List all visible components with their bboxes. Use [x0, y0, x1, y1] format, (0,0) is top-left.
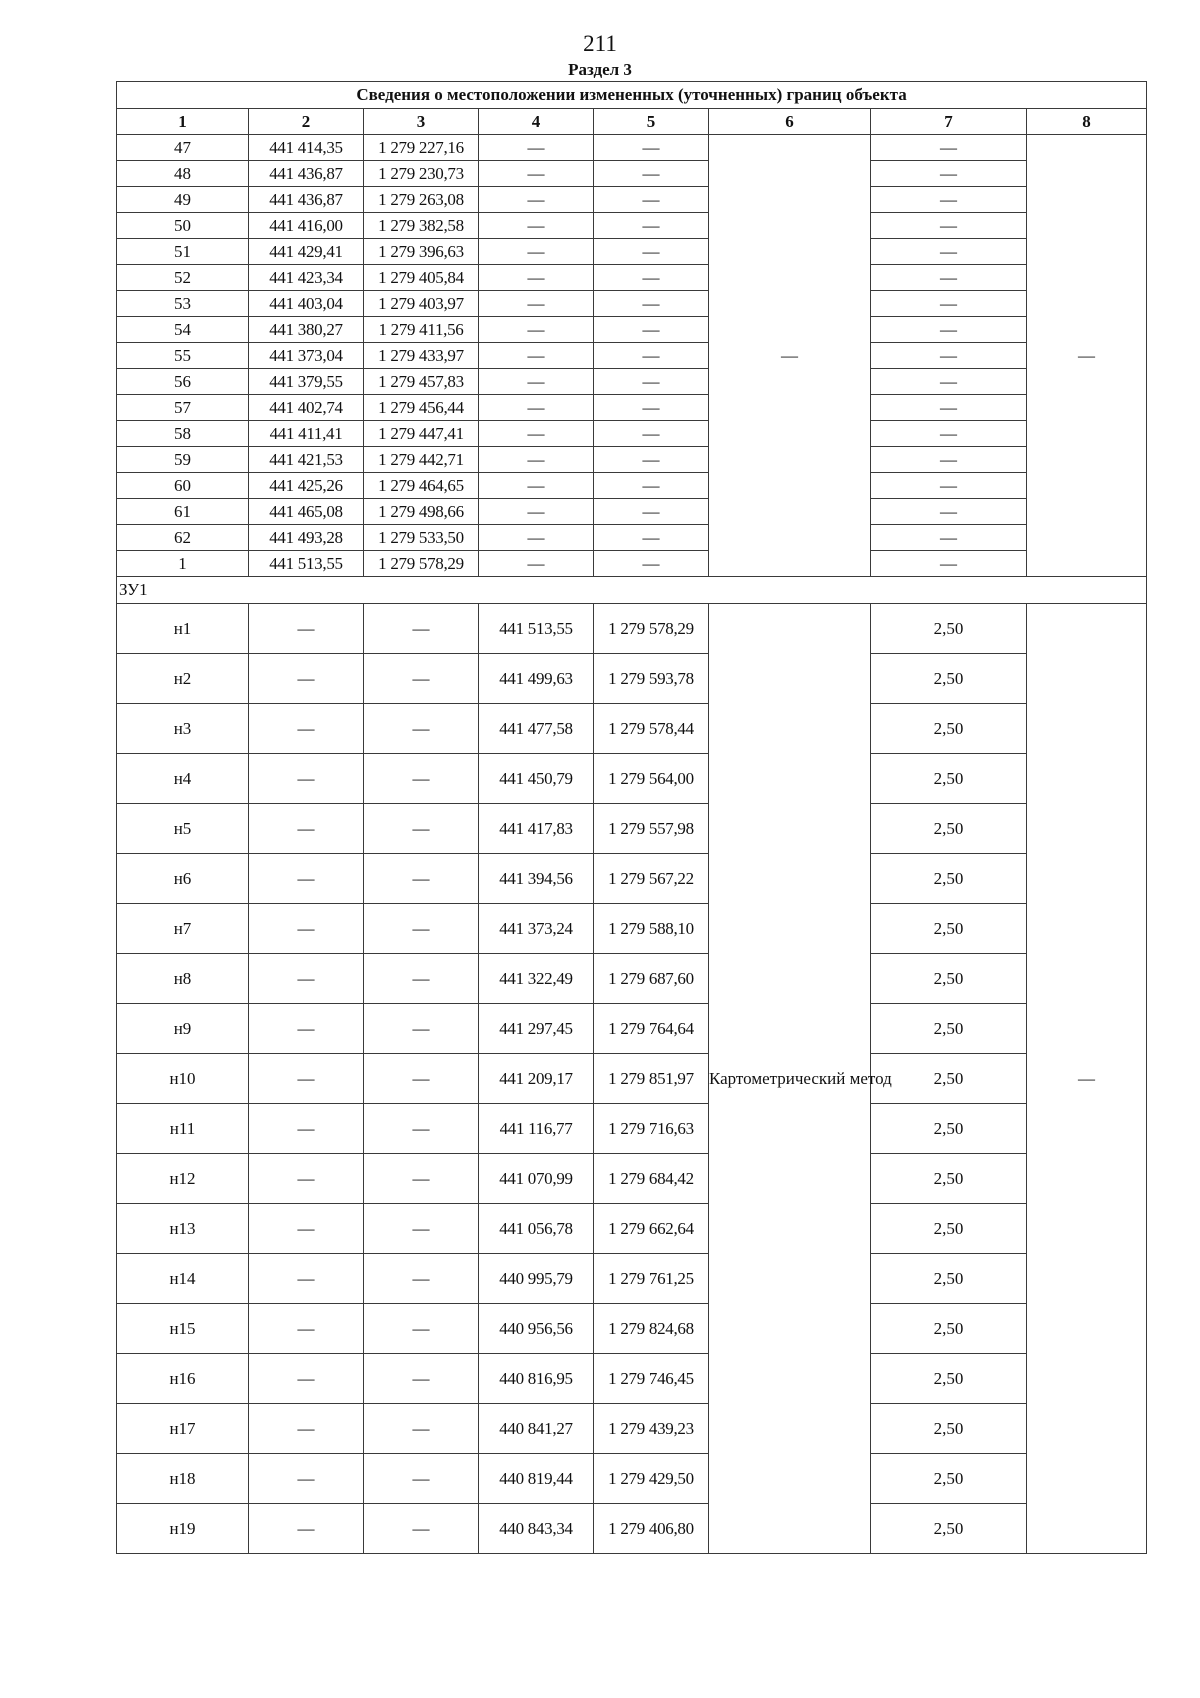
- x-coordinate-new: 441 297,45: [479, 1004, 594, 1054]
- table-row: [117, 654, 1147, 704]
- x-coordinate-new: 440 843,34: [479, 1504, 594, 1554]
- column-number: 2: [249, 109, 364, 135]
- x-coordinate-new: —: [479, 525, 594, 551]
- accuracy: 2,50: [871, 904, 1027, 954]
- y-coordinate-old: —: [364, 1354, 479, 1404]
- x-coordinate-old: —: [249, 754, 364, 804]
- point-number: н19: [117, 1504, 249, 1554]
- x-coordinate-old: —: [249, 704, 364, 754]
- y-coordinate-new: 1 279 588,10: [594, 904, 709, 954]
- y-coordinate-old: —: [364, 1304, 479, 1354]
- point-number: н2: [117, 654, 249, 704]
- accuracy: —: [871, 369, 1027, 395]
- x-coordinate-new: 440 816,95: [479, 1354, 594, 1404]
- table-row: [117, 804, 1147, 854]
- x-coordinate-new: —: [479, 421, 594, 447]
- x-coordinate-new: —: [479, 317, 594, 343]
- x-coordinate-new: 440 995,79: [479, 1254, 594, 1304]
- table-row: [117, 265, 1147, 291]
- table-row: [117, 1454, 1147, 1504]
- point-number: 47: [117, 135, 249, 161]
- y-coordinate-new: 1 279 578,44: [594, 704, 709, 754]
- x-coordinate-old: —: [249, 904, 364, 954]
- x-coordinate-new: —: [479, 447, 594, 473]
- accuracy: 2,50: [871, 804, 1027, 854]
- y-coordinate-new: 1 279 564,00: [594, 754, 709, 804]
- accuracy: —: [871, 161, 1027, 187]
- y-coordinate-old: 1 279 578,29: [364, 551, 479, 577]
- accuracy: —: [871, 499, 1027, 525]
- y-coordinate-old: —: [364, 1104, 479, 1154]
- y-coordinate-new: 1 279 578,29: [594, 604, 709, 654]
- point-number: н17: [117, 1404, 249, 1454]
- x-coordinate-new: —: [479, 213, 594, 239]
- y-coordinate-old: 1 279 457,83: [364, 369, 479, 395]
- y-coordinate-new: 1 279 439,23: [594, 1404, 709, 1454]
- y-coordinate-old: —: [364, 904, 479, 954]
- x-coordinate-new: —: [479, 369, 594, 395]
- accuracy: 2,50: [871, 754, 1027, 804]
- x-coordinate-old: 441 465,08: [249, 499, 364, 525]
- accuracy: 2,50: [871, 1354, 1027, 1404]
- accuracy: —: [871, 343, 1027, 369]
- x-coordinate-old: —: [249, 1354, 364, 1404]
- table-row: [117, 1104, 1147, 1154]
- accuracy: 2,50: [871, 1104, 1027, 1154]
- table-row: [117, 754, 1147, 804]
- method-cell: Картометрический метод: [709, 604, 871, 1554]
- x-coordinate-new: 440 841,27: [479, 1404, 594, 1454]
- x-coordinate-old: —: [249, 1104, 364, 1154]
- x-coordinate-new: 440 819,44: [479, 1454, 594, 1504]
- table-row: [117, 135, 1147, 161]
- y-coordinate-new: —: [594, 369, 709, 395]
- x-coordinate-old: —: [249, 1254, 364, 1304]
- table-row: [117, 1304, 1147, 1354]
- y-coordinate-new: 1 279 557,98: [594, 804, 709, 854]
- y-coordinate-new: —: [594, 265, 709, 291]
- table-row: [117, 1254, 1147, 1304]
- y-coordinate-old: —: [364, 1154, 479, 1204]
- y-coordinate-old: 1 279 405,84: [364, 265, 479, 291]
- column-number-row: [117, 109, 1147, 135]
- x-coordinate-old: —: [249, 654, 364, 704]
- y-coordinate-new: 1 279 824,68: [594, 1304, 709, 1354]
- table-title: Сведения о местоположении измененных (уточненных) границ объекта: [117, 82, 1147, 109]
- accuracy: 2,50: [871, 1204, 1027, 1254]
- x-coordinate-old: 441 423,34: [249, 265, 364, 291]
- x-coordinate-new: —: [479, 239, 594, 265]
- y-coordinate-old: —: [364, 1054, 479, 1104]
- y-coordinate-new: 1 279 684,42: [594, 1154, 709, 1204]
- point-number: 53: [117, 291, 249, 317]
- table-row: [117, 704, 1147, 754]
- table-row: [117, 854, 1147, 904]
- y-coordinate-old: 1 279 382,58: [364, 213, 479, 239]
- y-coordinate-new: —: [594, 395, 709, 421]
- x-coordinate-old: —: [249, 1204, 364, 1254]
- accuracy: 2,50: [871, 1404, 1027, 1454]
- table-row: [117, 1004, 1147, 1054]
- x-coordinate-old: 441 416,00: [249, 213, 364, 239]
- accuracy: 2,50: [871, 1304, 1027, 1354]
- y-coordinate-old: 1 279 498,66: [364, 499, 479, 525]
- table-row: [117, 904, 1147, 954]
- point-number: 58: [117, 421, 249, 447]
- point-number: н3: [117, 704, 249, 754]
- accuracy: —: [871, 213, 1027, 239]
- x-coordinate-old: 441 493,28: [249, 525, 364, 551]
- table-row: [117, 343, 1147, 369]
- table-row: [117, 1154, 1147, 1204]
- point-number: 55: [117, 343, 249, 369]
- y-coordinate-old: 1 279 411,56: [364, 317, 479, 343]
- accuracy: —: [871, 421, 1027, 447]
- x-coordinate-new: 441 450,79: [479, 754, 594, 804]
- x-coordinate-new: —: [479, 551, 594, 577]
- x-coordinate-old: 441 402,74: [249, 395, 364, 421]
- x-coordinate-new: 441 499,63: [479, 654, 594, 704]
- x-coordinate-old: —: [249, 1504, 364, 1554]
- y-coordinate-new: —: [594, 343, 709, 369]
- x-coordinate-old: 441 425,26: [249, 473, 364, 499]
- x-coordinate-old: 441 379,55: [249, 369, 364, 395]
- y-coordinate-old: 1 279 403,97: [364, 291, 479, 317]
- y-coordinate-new: —: [594, 473, 709, 499]
- x-coordinate-new: —: [479, 187, 594, 213]
- x-coordinate-old: —: [249, 1404, 364, 1454]
- table-row: [117, 525, 1147, 551]
- table-row: [117, 213, 1147, 239]
- accuracy: 2,50: [871, 1504, 1027, 1554]
- y-coordinate-new: —: [594, 161, 709, 187]
- y-coordinate-old: —: [364, 1254, 479, 1304]
- table-row: [117, 499, 1147, 525]
- x-coordinate-new: 441 322,49: [479, 954, 594, 1004]
- table-row: [117, 1504, 1147, 1554]
- accuracy: 2,50: [871, 1154, 1027, 1204]
- boundary-table: [116, 81, 1147, 1554]
- column-number: 4: [479, 109, 594, 135]
- x-coordinate-old: —: [249, 1454, 364, 1504]
- y-coordinate-new: 1 279 567,22: [594, 854, 709, 904]
- y-coordinate-old: 1 279 396,63: [364, 239, 479, 265]
- point-number: н11: [117, 1104, 249, 1154]
- x-coordinate-old: 441 403,04: [249, 291, 364, 317]
- accuracy: 2,50: [871, 1004, 1027, 1054]
- accuracy: 2,50: [871, 1254, 1027, 1304]
- accuracy: 2,50: [871, 1054, 1027, 1104]
- table-row: [117, 551, 1147, 577]
- table-row: [117, 954, 1147, 1004]
- point-number: 51: [117, 239, 249, 265]
- y-coordinate-old: —: [364, 704, 479, 754]
- y-coordinate-old: —: [364, 804, 479, 854]
- y-coordinate-new: —: [594, 499, 709, 525]
- accuracy: 2,50: [871, 1454, 1027, 1504]
- y-coordinate-new: 1 279 746,45: [594, 1354, 709, 1404]
- y-coordinate-new: 1 279 687,60: [594, 954, 709, 1004]
- table-row: [117, 317, 1147, 343]
- x-coordinate-new: 440 956,56: [479, 1304, 594, 1354]
- point-number: 62: [117, 525, 249, 551]
- point-number: н10: [117, 1054, 249, 1104]
- column-number: 5: [594, 109, 709, 135]
- x-coordinate-new: —: [479, 395, 594, 421]
- x-coordinate-new: —: [479, 499, 594, 525]
- x-coordinate-old: —: [249, 1304, 364, 1354]
- column-number: 7: [871, 109, 1027, 135]
- y-coordinate-old: —: [364, 604, 479, 654]
- x-coordinate-old: —: [249, 1054, 364, 1104]
- y-coordinate-old: —: [364, 1004, 479, 1054]
- point-number: 50: [117, 213, 249, 239]
- x-coordinate-old: —: [249, 804, 364, 854]
- accuracy: —: [871, 135, 1027, 161]
- x-coordinate-old: 441 421,53: [249, 447, 364, 473]
- x-coordinate-old: 441 414,35: [249, 135, 364, 161]
- point-number: 54: [117, 317, 249, 343]
- point-number: 1: [117, 551, 249, 577]
- accuracy: —: [871, 395, 1027, 421]
- accuracy: —: [871, 265, 1027, 291]
- table-row: [117, 1054, 1147, 1104]
- point-number: 57: [117, 395, 249, 421]
- point-number: н5: [117, 804, 249, 854]
- x-coordinate-old: 441 380,27: [249, 317, 364, 343]
- parcel-label-row: [117, 577, 1147, 604]
- section-title: Раздел 3: [568, 60, 632, 79]
- point-number: н15: [117, 1304, 249, 1354]
- point-number: н8: [117, 954, 249, 1004]
- note-cell: —: [1027, 604, 1147, 1554]
- y-coordinate-old: 1 279 447,41: [364, 421, 479, 447]
- point-number: 52: [117, 265, 249, 291]
- point-number: н4: [117, 754, 249, 804]
- table-row: [117, 1204, 1147, 1254]
- x-coordinate-old: 441 513,55: [249, 551, 364, 577]
- x-coordinate-new: 441 373,24: [479, 904, 594, 954]
- table-row: [117, 395, 1147, 421]
- x-coordinate-new: —: [479, 135, 594, 161]
- x-coordinate-new: 441 070,99: [479, 1154, 594, 1204]
- accuracy: 2,50: [871, 704, 1027, 754]
- x-coordinate-new: 441 477,58: [479, 704, 594, 754]
- accuracy: —: [871, 447, 1027, 473]
- x-coordinate-old: —: [249, 1004, 364, 1054]
- point-number: н14: [117, 1254, 249, 1304]
- column-number: 8: [1027, 109, 1147, 135]
- y-coordinate-new: 1 279 716,63: [594, 1104, 709, 1154]
- table-row: [117, 1404, 1147, 1454]
- table-row: [117, 291, 1147, 317]
- table-row: [117, 473, 1147, 499]
- y-coordinate-new: —: [594, 447, 709, 473]
- x-coordinate-old: 441 411,41: [249, 421, 364, 447]
- x-coordinate-old: —: [249, 1154, 364, 1204]
- table-row: [117, 239, 1147, 265]
- y-coordinate-new: 1 279 764,64: [594, 1004, 709, 1054]
- accuracy: —: [871, 187, 1027, 213]
- column-number: 6: [709, 109, 871, 135]
- y-coordinate-new: —: [594, 421, 709, 447]
- y-coordinate-old: 1 279 227,16: [364, 135, 479, 161]
- y-coordinate-old: —: [364, 954, 479, 1004]
- y-coordinate-new: —: [594, 239, 709, 265]
- table-row: [117, 421, 1147, 447]
- point-number: н16: [117, 1354, 249, 1404]
- point-number: 61: [117, 499, 249, 525]
- table-row: [117, 187, 1147, 213]
- point-number: н6: [117, 854, 249, 904]
- x-coordinate-new: —: [479, 291, 594, 317]
- point-number: н1: [117, 604, 249, 654]
- accuracy: 2,50: [871, 954, 1027, 1004]
- x-coordinate-old: 441 373,04: [249, 343, 364, 369]
- y-coordinate-old: —: [364, 654, 479, 704]
- point-number: 49: [117, 187, 249, 213]
- accuracy: —: [871, 473, 1027, 499]
- accuracy: —: [871, 317, 1027, 343]
- x-coordinate-old: —: [249, 854, 364, 904]
- y-coordinate-new: 1 279 761,25: [594, 1254, 709, 1304]
- y-coordinate-old: 1 279 263,08: [364, 187, 479, 213]
- x-coordinate-new: 441 209,17: [479, 1054, 594, 1104]
- x-coordinate-old: 441 436,87: [249, 161, 364, 187]
- y-coordinate-old: 1 279 433,97: [364, 343, 479, 369]
- y-coordinate-old: —: [364, 1504, 479, 1554]
- column-number: 3: [364, 109, 479, 135]
- table-row: [117, 161, 1147, 187]
- y-coordinate-new: 1 279 662,64: [594, 1204, 709, 1254]
- x-coordinate-new: 441 513,55: [479, 604, 594, 654]
- table-row: [117, 604, 1147, 654]
- point-number: 56: [117, 369, 249, 395]
- point-number: н12: [117, 1154, 249, 1204]
- column-number: 1: [117, 109, 249, 135]
- y-coordinate-new: 1 279 593,78: [594, 654, 709, 704]
- y-coordinate-new: 1 279 429,50: [594, 1454, 709, 1504]
- accuracy: —: [871, 525, 1027, 551]
- y-coordinate-old: 1 279 456,44: [364, 395, 479, 421]
- y-coordinate-old: —: [364, 754, 479, 804]
- x-coordinate-old: 441 436,87: [249, 187, 364, 213]
- x-coordinate-new: —: [479, 343, 594, 369]
- table-row: [117, 1354, 1147, 1404]
- point-number: 60: [117, 473, 249, 499]
- accuracy: —: [871, 239, 1027, 265]
- x-coordinate-old: —: [249, 954, 364, 1004]
- y-coordinate-new: —: [594, 291, 709, 317]
- method-cell: —: [709, 135, 871, 577]
- x-coordinate-new: 441 394,56: [479, 854, 594, 904]
- y-coordinate-new: —: [594, 525, 709, 551]
- y-coordinate-new: —: [594, 317, 709, 343]
- y-coordinate-new: 1 279 406,80: [594, 1504, 709, 1554]
- y-coordinate-old: 1 279 464,65: [364, 473, 479, 499]
- x-coordinate-new: 441 417,83: [479, 804, 594, 854]
- y-coordinate-old: 1 279 533,50: [364, 525, 479, 551]
- accuracy: —: [871, 551, 1027, 577]
- y-coordinate-old: —: [364, 1204, 479, 1254]
- y-coordinate-new: —: [594, 135, 709, 161]
- y-coordinate-old: 1 279 442,71: [364, 447, 479, 473]
- x-coordinate-old: 441 429,41: [249, 239, 364, 265]
- x-coordinate-new: —: [479, 265, 594, 291]
- x-coordinate-new: 441 116,77: [479, 1104, 594, 1154]
- point-number: н7: [117, 904, 249, 954]
- point-number: н18: [117, 1454, 249, 1504]
- accuracy: 2,50: [871, 854, 1027, 904]
- x-coordinate-new: —: [479, 161, 594, 187]
- y-coordinate-old: —: [364, 1404, 479, 1454]
- y-coordinate-new: —: [594, 551, 709, 577]
- accuracy: —: [871, 291, 1027, 317]
- accuracy: 2,50: [871, 604, 1027, 654]
- y-coordinate-new: 1 279 851,97: [594, 1054, 709, 1104]
- table-row: [117, 447, 1147, 473]
- y-coordinate-new: —: [594, 213, 709, 239]
- point-number: н9: [117, 1004, 249, 1054]
- y-coordinate-new: —: [594, 187, 709, 213]
- note-cell: —: [1027, 135, 1147, 577]
- x-coordinate-new: —: [479, 473, 594, 499]
- y-coordinate-old: —: [364, 1454, 479, 1504]
- x-coordinate-new: 441 056,78: [479, 1204, 594, 1254]
- accuracy: 2,50: [871, 654, 1027, 704]
- point-number: 59: [117, 447, 249, 473]
- y-coordinate-old: 1 279 230,73: [364, 161, 479, 187]
- y-coordinate-old: —: [364, 854, 479, 904]
- page-number: 211: [583, 31, 617, 56]
- point-number: 48: [117, 161, 249, 187]
- x-coordinate-old: —: [249, 604, 364, 654]
- parcel-label: ЗУ1: [117, 577, 1147, 604]
- table-title-row: [117, 82, 1147, 109]
- table-row: [117, 369, 1147, 395]
- point-number: н13: [117, 1204, 249, 1254]
